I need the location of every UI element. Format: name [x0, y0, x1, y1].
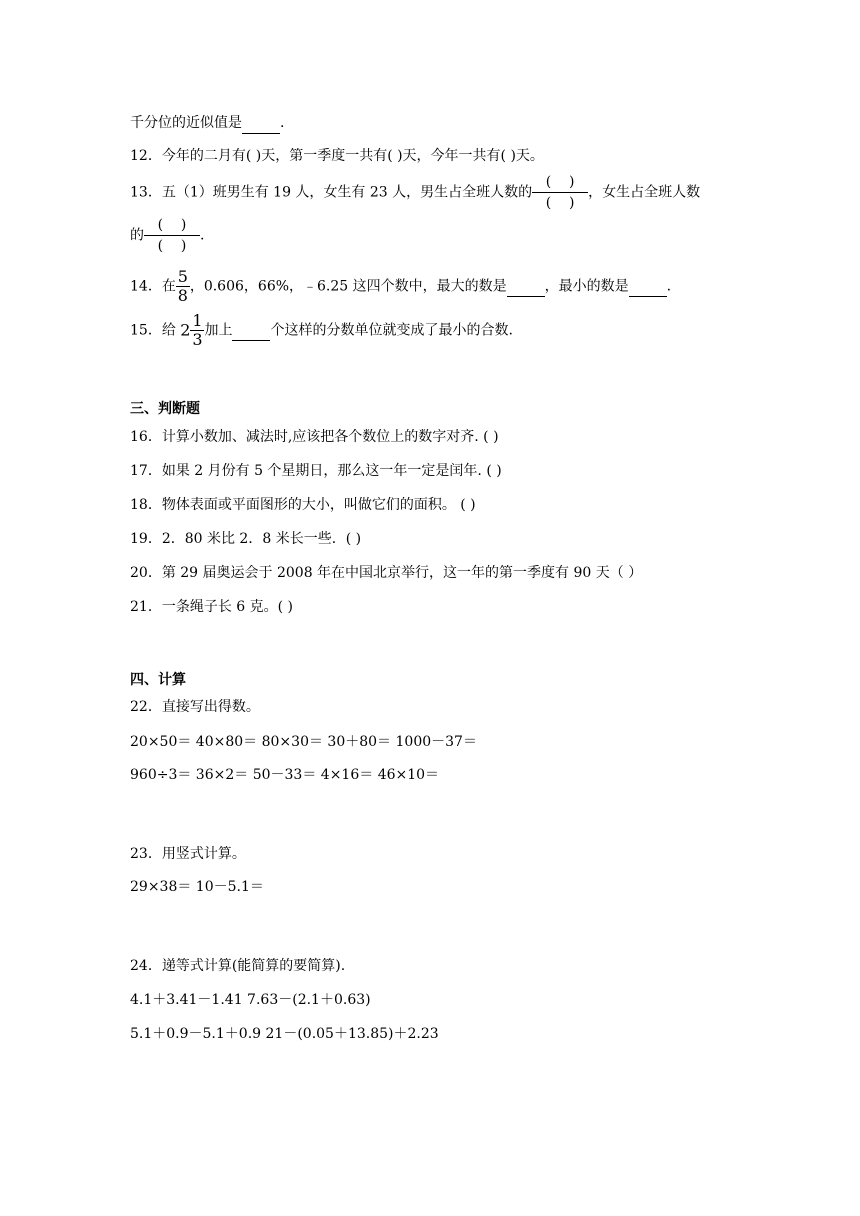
question-20: 20．第 29 届奥运会于 2008 年在中国北京举行，这一年的第一季度有 90 天（ ）: [130, 565, 643, 581]
question-14: 14．在 $\frac{5}{8}$ ，0.606，66%，﹣6.25 这四个数中，最大的数是 ，最小的数是 .: [130, 267, 672, 305]
section-title-judgement: 三、判断题: [130, 401, 200, 417]
q12-text: 12．今年的二月有( )天，第一季度一共有( )天，今年一共有( )天。: [130, 148, 544, 164]
one-third-fraction: $\frac{1}{3}$: [192, 311, 203, 349]
question-13-cont: 的 $\frac{( )}{( )}$ .: [130, 217, 205, 254]
answer-blank[interactable]: [232, 320, 270, 341]
boys-fraction-blank[interactable]: $\frac{( )}{( )}$: [532, 172, 588, 213]
question-17: 17．如果 2 月份有 5 个星期日，那么这一年一定是闰年. ( ): [130, 463, 502, 479]
question-18: 18．物体表面或平面图形的大小，叫做它们的面积。 ( ): [130, 497, 476, 513]
min-answer-blank[interactable]: [629, 276, 667, 297]
question-22: 22．直接写出得数。: [130, 699, 260, 715]
five-eighths-fraction: $\frac{5}{8}$: [177, 267, 188, 305]
q22-row-1: 20×50＝ 40×80＝ 80×30＝ 30＋80＝ 1000－37＝: [130, 734, 477, 750]
mixed-number-whole: 2: [180, 320, 191, 340]
q22-row-2: 960÷3＝ 36×2＝ 50－33＝ 4×16＝ 46×10＝: [130, 767, 440, 783]
q11-text: 千分位的近似值是: [130, 115, 242, 131]
question-23: 23．用竖式计算。: [130, 846, 246, 862]
question-11-tail: 千分位的近似值是 .: [130, 113, 284, 134]
answer-blank[interactable]: [242, 113, 280, 134]
question-16: 16．计算小数加、减法时,应该把各个数位上的数字对齐. ( ): [130, 429, 499, 445]
girls-fraction-blank[interactable]: $\frac{( )}{( )}$: [144, 215, 200, 256]
question-19: 19．2．80 米比 2．8 米长一些．( ): [130, 531, 362, 547]
question-12: [130, 146, 544, 166]
q23-row-1: 29×38＝ 10－5.1＝: [130, 879, 264, 895]
section-title-calculation: 四、计算: [130, 672, 186, 688]
question-24: 24．递等式计算(能简算的要简算).: [130, 958, 346, 974]
question-15: 15．给 2 $\frac{1}{3}$ 加上 个这样的分数单位就变成了最小的合数.: [130, 311, 513, 349]
q24-row-2: 5.1＋0.9－5.1＋0.9 21－(0.05＋13.85)＋2.23: [130, 1026, 439, 1042]
max-answer-blank[interactable]: [507, 276, 545, 297]
q24-row-1: 4.1＋3.41－1.41 7.63－(2.1＋0.63): [130, 992, 371, 1008]
question-13: 13．五（1）班男生有 19 人，女生有 23 人，男生占全班人数的 $\frac{( )}{( )}$ ，女生占全班人数: [130, 174, 701, 211]
question-21: 21．一条绳子长 6 克。( ): [130, 599, 293, 615]
